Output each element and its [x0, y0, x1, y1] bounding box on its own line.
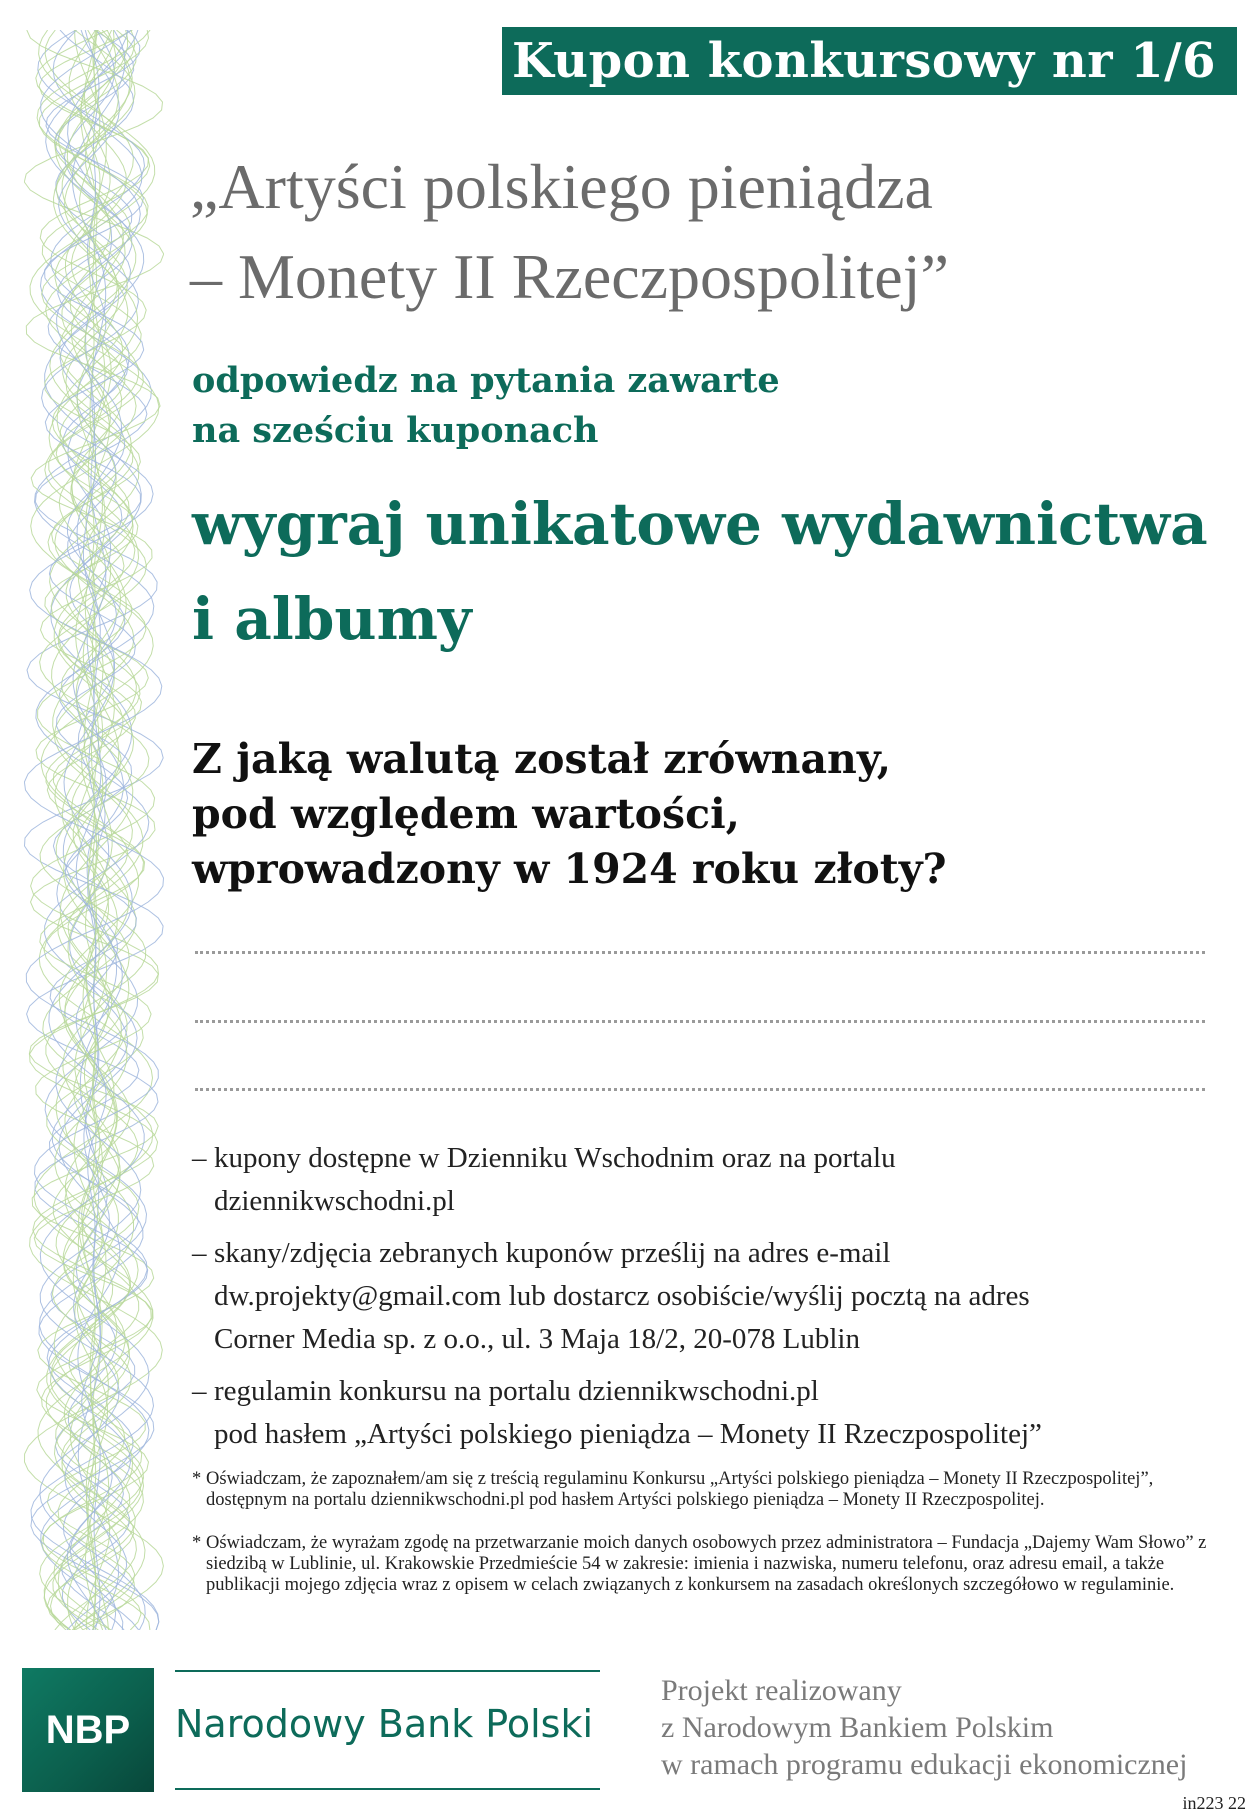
consent-text: Oświadczam, że zapoznałem/am się z treścią regulaminu Konkursu „Artyści polskiego pieniądza – Monety II Rzeczpospolitej”, dostępnym na portalu dziennikwschodni.pl pod hasłem Artyści polskiego pieniądza – Monety II Rzeczpospolitej.: [206, 1469, 1154, 1510]
info-bullet-submission: [192, 1232, 1030, 1361]
bullet-text: regulamin konkursu na portalu dziennikwschodni.pl pod hasłem „Artyści polskiego pieniądza – Monety II Rzeczpospolitej”: [214, 1375, 1042, 1450]
bullet-text: kupony dostępne w Dzienniku Wschodnim oraz na portalu dziennikwschodni.pl: [214, 1142, 896, 1217]
asterisk: *: [192, 1469, 202, 1489]
project-note-line-1: Projekt realizowany: [661, 1674, 902, 1707]
consent-text: Oświadczam, że wyrażam zgodę na przetwarzanie moich danych osobowych przez administratora – Fundacja „Dajemy Wam Słowo” z siedzibą w Lublinie, ul. Krakowskie Przedmieście 54 w zakresie: imienia i nazwiska, numeru telefonu, oraz adresu email, a także publikacji mojego zdjęcia wraz z opisem w celach związanych z konkursem na zasadach określonych szczegółowo w regulaminie.: [206, 1533, 1207, 1595]
prize-line-1: wygraj unikatowe wydawnictwa: [192, 490, 1208, 558]
logo-divider: [175, 1670, 600, 1672]
prize-line-2: i albumy: [192, 585, 472, 653]
coupon-number-banner: Kupon konkursowy nr 1/6: [502, 27, 1237, 95]
question-line-1: Z jaką walutą został zrównany,: [192, 735, 892, 783]
contest-title-line-2: – Monety II Rzeczpospolitej”: [190, 241, 949, 312]
nbp-logo: [22, 1668, 154, 1792]
asterisk: *: [192, 1533, 202, 1553]
contest-title-line-1: „Artyści polskiego pieniądza: [190, 151, 933, 222]
logo-divider: [175, 1788, 600, 1790]
answer-line[interactable]: [195, 1020, 1205, 1023]
answer-line[interactable]: [195, 951, 1205, 954]
bank-name: Narodowy Bank Polski: [175, 1702, 594, 1746]
question-line-3: wprowadzony w 1924 roku złoty?: [192, 845, 947, 893]
bullet-dash: –: [192, 1142, 207, 1174]
consent-statement-data: [192, 1533, 1222, 1596]
consent-statement-rules: [192, 1469, 1222, 1511]
nbp-logo-text: NBP: [45, 1707, 131, 1752]
guilloche-pattern: [24, 30, 164, 1630]
info-bullet-rules: [192, 1370, 1042, 1456]
bullet-dash: –: [192, 1237, 207, 1269]
info-bullet-coupons: [192, 1137, 896, 1223]
project-note-line-3: w ramach programu edukacji ekonomicznej: [661, 1748, 1188, 1781]
print-code: in223 22: [1182, 1793, 1246, 1813]
question-line-2: pod względem wartości,: [192, 790, 740, 838]
project-note-line-2: z Narodowym Bankiem Polskim: [661, 1711, 1054, 1744]
bullet-dash: –: [192, 1375, 207, 1407]
intro-line-1: odpowiedz na pytania zawarte: [192, 360, 780, 401]
answer-line[interactable]: [195, 1088, 1205, 1091]
bullet-text: skany/zdjęcia zebranych kuponów prześlij na adres e-mail dw.projekty@gmail.com lub dostarcz osobiście/wyślij pocztą na adres Corner Media sp. z o.o., ul. 3 Maja 18/2, 20-078 Lublin: [214, 1237, 1030, 1355]
intro-line-2: na sześciu kuponach: [192, 410, 599, 451]
